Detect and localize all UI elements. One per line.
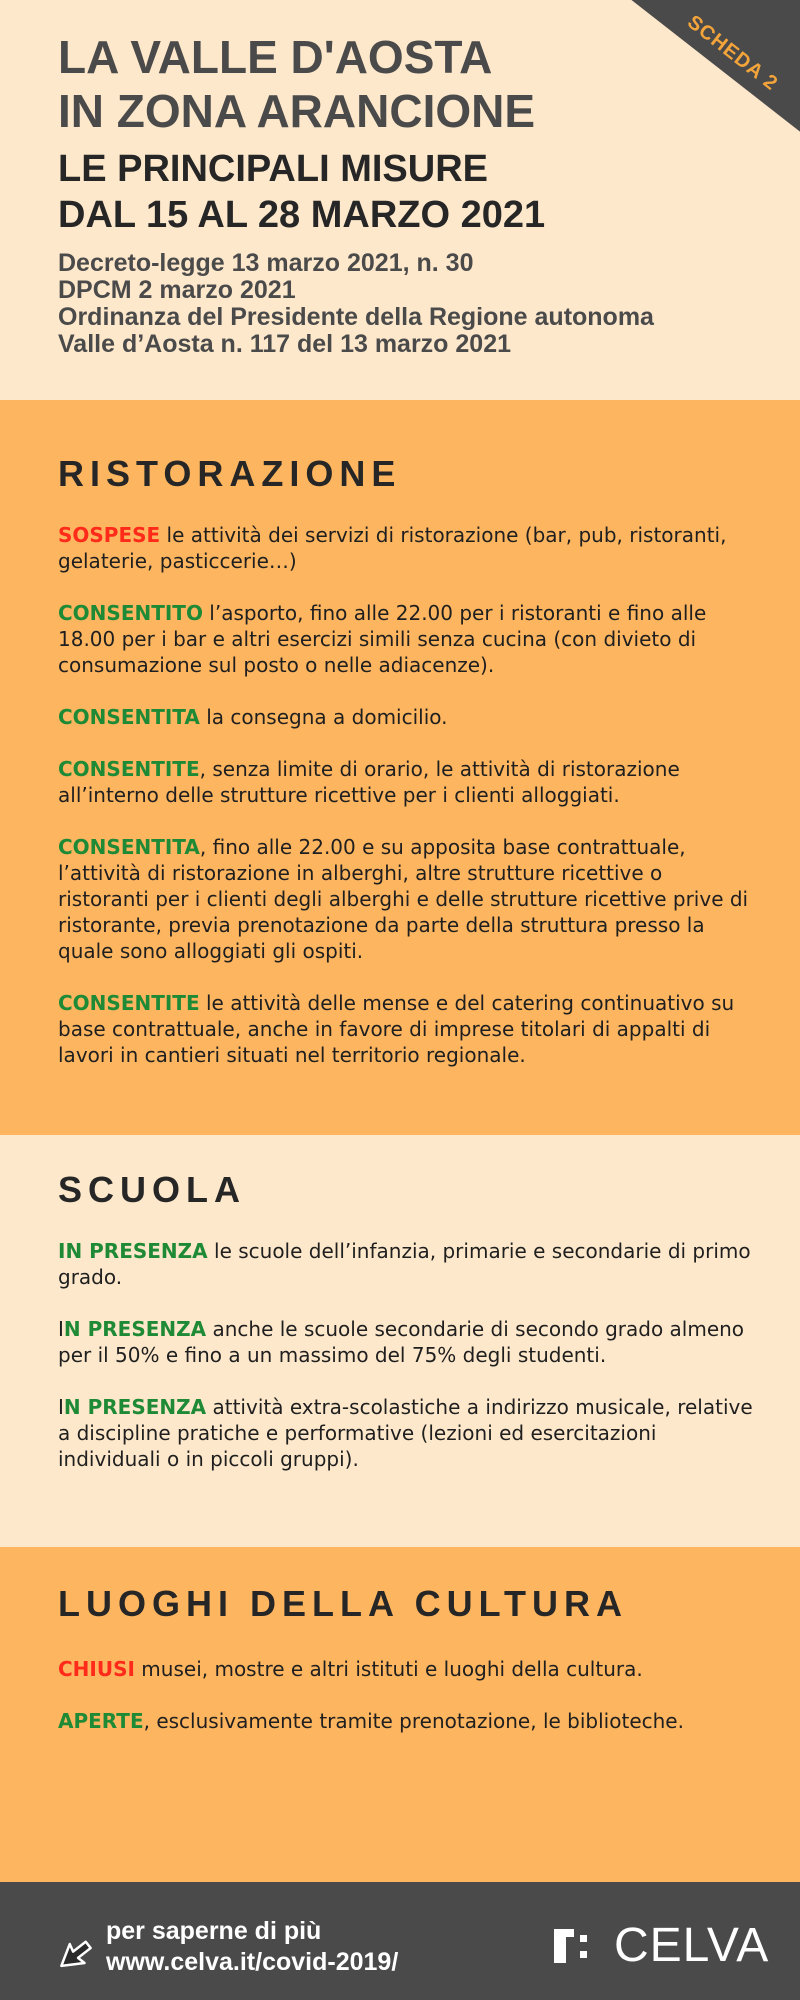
- footer-website-link[interactable]: www.celva.it/covid-2019/: [106, 1948, 399, 1976]
- cultura-title: LUOGHI DELLA CULTURA: [58, 1583, 628, 1624]
- ristorazione-section: [0, 400, 800, 1135]
- measure-paragraph: [58, 522, 758, 574]
- measure-prefix: I: [58, 1317, 64, 1341]
- cultura-list: [58, 1656, 758, 1760]
- measure-prefix: I: [58, 1395, 64, 1419]
- ristorazione-title: RISTORAZIONE: [58, 453, 402, 494]
- measure-paragraph: [58, 990, 758, 1068]
- measure-text: anche le scuole secondarie di secondo grado almeno per il 50% e fino a un massimo del 75% degli studenti.: [58, 1317, 745, 1367]
- subtitle-line-1: LE PRINCIPALI MISURE: [58, 148, 488, 190]
- measure-keyword: CONSENTITE: [58, 757, 200, 781]
- measure-paragraph: [58, 1708, 758, 1734]
- measure-paragraph: [58, 1394, 758, 1472]
- measure-text: , senza limite di orario, le attività di ristorazione all’interno delle strutture ricettive per i clienti alloggiati.: [58, 757, 680, 807]
- measure-text: , esclusivamente tramite prenotazione, le biblioteche.: [143, 1709, 684, 1733]
- page-title: [58, 30, 618, 138]
- measure-text: le attività delle mense e del catering continuativo su base contrattuale, anche in favore di imprese titolari di appalti di lavori in cantieri situati nel territorio regionale.: [58, 991, 735, 1067]
- measure-paragraph: [58, 1656, 758, 1682]
- measure-keyword: CONSENTITE: [58, 991, 200, 1015]
- measure-keyword: N PRESENZA: [63, 1395, 207, 1419]
- measure-paragraph: [58, 704, 758, 730]
- footer-info: [106, 1916, 398, 1978]
- measure-text: l’asporto, fino alle 22.00 per i ristoranti e fino alle 18.00 per i bar e altri esercizi simili senza cucina (con divieto di consumazione sul posto o nelle adiacenze).: [58, 601, 707, 677]
- measure-paragraph: [58, 600, 758, 678]
- reference-line: DPCM 2 marzo 2021: [58, 276, 296, 304]
- measure-text: le scuole dell’infanzia, primarie e secondarie di primo grado.: [58, 1239, 751, 1289]
- header-section: [0, 0, 800, 400]
- footer-line-1: per saperne di più: [106, 1917, 322, 1945]
- reference-line: Ordinanza del Presidente della Regione autonoma: [58, 303, 654, 331]
- measure-text: musei, mostre e altri istituti e luoghi della cultura.: [134, 1657, 643, 1681]
- page-subtitle: [58, 146, 678, 238]
- measure-keyword: N PRESENZA: [63, 1317, 207, 1341]
- title-line-2: IN ZONA ARANCIONE: [58, 85, 536, 137]
- cultura-section: [0, 1547, 800, 1882]
- measure-keyword: CONSENTITA: [58, 835, 200, 859]
- measure-paragraph: [58, 834, 758, 964]
- measure-keyword: IN PRESENZA: [58, 1239, 208, 1263]
- scuola-title: SCUOLA: [58, 1169, 246, 1210]
- measure-text: attività extra-scolastiche a indirizzo musicale, relative a discipline pratiche e performative (lezioni ed esercitazioni individuali o in piccoli gruppi).: [58, 1395, 753, 1471]
- measure-keyword: APERTE: [58, 1709, 144, 1733]
- measure-text: la consegna a domicilio.: [199, 705, 448, 729]
- measure-keyword: CONSENTITO: [58, 601, 203, 625]
- measure-keyword: SOSPESE: [58, 523, 161, 547]
- measure-keyword: CHIUSI: [58, 1657, 135, 1681]
- celva-logo-text: CELVA: [614, 1919, 770, 1972]
- measure-text: , fino alle 22.00 e su apposita base contrattuale, l’attività di ristorazione in alberghi, altre strutture ricettive o ristoranti per i clienti degli alberghi e delle strutture ricettive prive di ristorante, previa prenotazione da parte della struttura presso la quale sono alloggiati gli ospiti.: [58, 835, 749, 963]
- reference-line: Valle d’Aosta n. 117 del 13 marzo 2021: [58, 330, 512, 358]
- title-line-1: LA VALLE D'AOSTA: [58, 31, 493, 83]
- celva-logo-icon: [552, 1925, 596, 1965]
- reference-line: Decreto-legge 13 marzo 2021, n. 30: [58, 249, 474, 277]
- measure-paragraph: [58, 1316, 758, 1368]
- subtitle-line-2: DAL 15 AL 28 MARZO 2021: [58, 194, 546, 236]
- scuola-list: [58, 1238, 758, 1498]
- measure-text: le attività dei servizi di ristorazione (bar, pub, ristoranti, gelaterie, pasticcerie…): [58, 523, 727, 573]
- legal-references: [58, 250, 778, 358]
- measure-paragraph: [58, 1238, 758, 1290]
- ristorazione-list: [58, 522, 758, 1094]
- cursor-arrow-icon: [48, 1934, 100, 1978]
- measure-paragraph: [58, 756, 758, 808]
- scuola-section: [0, 1135, 800, 1547]
- scheda-badge: SCHEDA 2: [682, 11, 782, 96]
- measure-keyword: CONSENTITA: [58, 705, 200, 729]
